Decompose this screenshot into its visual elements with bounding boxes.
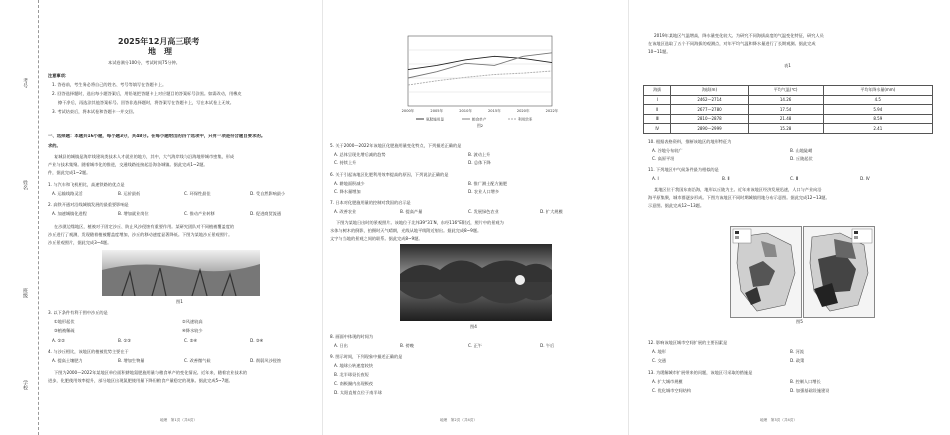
q4-option-b[interactable]: B. 增加生物量 (118, 358, 145, 363)
q9-stem: 9. 图示时间，下列现象中描述正确的是 (330, 354, 403, 359)
chart-x-tick-label: 2010年 (459, 109, 472, 113)
q8-option-d[interactable]: D. 午后 (540, 343, 555, 348)
data-table (643, 85, 933, 134)
chart-legend-label: 利用效率 (518, 117, 533, 122)
q11-option-a[interactable]: A. Ⅰ (652, 176, 659, 181)
table-cell: 2890—2999 (671, 124, 748, 134)
q9-option-a[interactable]: A. 地球公转速度较快 (334, 363, 373, 368)
q13-option-a[interactable]: A. 扩大城市规模 (652, 379, 683, 384)
figure1-caption: 图1 (176, 299, 183, 304)
q6-option-b[interactable]: B. 推广测土配方施肥 (468, 181, 508, 186)
sidebar-label-banji: 班级 (22, 288, 28, 298)
exam-meta: 本试卷满分100分，考试时间75分钟。 (108, 60, 180, 65)
q1-stem: 1. 与汽车和飞机相比，高速铁路的优点是 (48, 182, 125, 187)
q10-option-d[interactable]: D. 丘陵起伏 (790, 156, 813, 161)
q4-option-a[interactable]: A. 提高土壤肥力 (52, 358, 83, 363)
table-cell: 8.59 (823, 114, 932, 124)
q4-option-d[interactable]: D. 削弱风沙侵蚀 (250, 358, 282, 363)
table-cell: 2810—2878 (671, 114, 748, 124)
q5-option-d[interactable]: D. 总体下降 (468, 160, 491, 165)
q6-stem: 6. 关于引起该地区化肥利用效率提高的原因，下列说法正确的是 (330, 172, 449, 177)
q8-option-c[interactable]: C. 正午 (468, 343, 482, 348)
q1-option-b[interactable]: B. 运价最低 (118, 191, 141, 196)
q3-item-3: ③植被稀疏 (54, 328, 75, 333)
table-cell: 2.41 (823, 124, 932, 134)
table-header-cell: 平均年降水量(mm) (823, 86, 932, 96)
q10-option-a[interactable]: A. 谷地分布较广 (652, 148, 683, 153)
notes-item-2b: 擦干净后，再选涂其他答案标号。回答非选择题时，将答案写在答题卡上，写在本试卷上无效。 (58, 100, 234, 105)
table-header-cell: 平均气温(℃) (748, 86, 823, 96)
exam-subject: 地 理 (148, 47, 172, 56)
chart-x-tick-label: 2022年 (545, 109, 559, 113)
exam-title: 2025年12月高三联考 (118, 37, 200, 46)
intro2-line3: 沙丘景观照片，据此完成3~4题。 (48, 240, 112, 245)
q8-option-b[interactable]: B. 傍晚 (400, 343, 414, 348)
figure1-photo (102, 250, 260, 296)
q9-option-b[interactable]: B. 北半球昼长夜短 (334, 372, 369, 377)
chart-plot-frame (408, 36, 552, 106)
table-cell: 5.94 (823, 105, 932, 115)
table-cell: 15.28 (748, 124, 823, 134)
q5-stem: 5. 关于2000—2022年该地区化肥施用量变化特点，下列描述正确的是 (330, 143, 462, 148)
q13-option-b[interactable]: B. 控制人口增长 (790, 379, 821, 384)
intro3-line2: 进步，化肥使用效率提升，部分地区出现氮肥使用量下降但粮食产量稳定的现象。据此完成5~7题。 (48, 378, 233, 383)
q11-option-b[interactable]: B. Ⅱ (722, 176, 730, 181)
q7-option-d[interactable]: D. 扩大规模 (540, 209, 563, 214)
figure4-illustration (400, 244, 552, 321)
q3-option-b[interactable]: B. ①③ (118, 338, 132, 343)
q3-item-2: ②风速较高 (182, 319, 203, 324)
table-cell: 14.26 (748, 95, 823, 105)
q6-option-a[interactable]: A. 耕地面积减少 (334, 181, 365, 186)
map-left-illustration (731, 227, 801, 317)
table-cell: Ⅱ (644, 105, 671, 115)
sidebar-label-xuexiao: 学校 (22, 380, 28, 390)
chart-series-line (408, 53, 552, 78)
table-caption: 表1 (784, 63, 791, 68)
chart-x-tick-label: 2020年 (516, 109, 530, 113)
q3-option-c[interactable]: C. ②④ (184, 338, 198, 343)
q8-option-a[interactable]: A. 日出 (334, 343, 348, 348)
q5-option-c[interactable]: C. 持续上升 (334, 160, 357, 165)
q2-stem: 2. 高铁开通对沿线城镇发展的最重要影响是 (48, 202, 129, 207)
chart-legend-label: 氮肥施用量 (426, 117, 444, 122)
q3-stem: 3. 以下条件有利于图中沙丘的是 (48, 310, 108, 315)
chart-x-tick-label: 2000年 (401, 109, 415, 113)
q2-option-d[interactable]: D. 促进商贸流通 (250, 211, 282, 216)
intro1-line3: 件，据此完成1~2题。 (48, 170, 91, 175)
chart-legend-label: 粮食单产 (472, 117, 487, 122)
chart-series-line (408, 56, 552, 69)
sidebar-label-xingming: 姓名 (22, 180, 28, 190)
intro2-line2: 沙丘进行了观测，发现随着植被覆盖度增加，沙丘的移动速度显著降低。下图为某地沙丘景观照片。 (48, 232, 233, 237)
column-divider-2 (628, 0, 629, 435)
q10-option-c[interactable]: C. 高原平坦 (652, 156, 675, 161)
notes-heading: 注意事项： (48, 73, 69, 78)
intro2-line1: 在沙漠边缘地区，植被对于固定沙丘、防止风沙侵蚀有重要作用。某研究团队对不同植被覆盖度的 (54, 224, 235, 229)
intro5-line3: 10~11题。 (648, 49, 671, 54)
q7-option-a[interactable]: A. 改善农业 (334, 209, 357, 214)
q3-item-1: ①地形起伏 (54, 319, 75, 324)
table-cell: 21.48 (748, 114, 823, 124)
column-divider-1 (322, 0, 323, 435)
table-header-cell: 海拔 (644, 86, 671, 96)
map-right-illustration (804, 227, 874, 317)
table-row (644, 95, 933, 105)
q2-option-b[interactable]: B. 增加就业岗位 (118, 211, 149, 216)
notes-item-2: 2. 回答选择题时，选出每小题答案后，用铅笔把答题卡上对应题目的答案标号涂黑。如需改动，用橡皮 (52, 91, 242, 96)
notes-item-1: 1. 答卷前，考生务必将自己的姓名、考号等填写在答题卡上。 (52, 82, 167, 87)
chart-x-tick-label: 2005年 (430, 109, 444, 113)
intro4-line3: 文字与当地的景观之间的联系。据此完成8~9题。 (330, 236, 423, 241)
footer-page-1: 地理 第1页（共4页） (160, 418, 197, 422)
table-cell: 2677—2780 (671, 105, 748, 115)
section1-heading-cont: 求的。 (48, 143, 61, 148)
table-cell: 2462—2714 (671, 95, 748, 105)
chart-x-tick-label: 2015年 (488, 109, 501, 113)
q10-option-b[interactable]: B. 山地陡峭 (790, 148, 813, 153)
q4-option-c[interactable]: C. 改善微气候 (184, 358, 211, 363)
q9-option-c[interactable]: C. 南极圈内出现极夜 (334, 381, 374, 386)
q4-stem: 4. 与沙丘相比，该地区的植被优势主要在于 (48, 349, 129, 354)
intro5-line2: 在该地区选取了五个不同海拔的观测点，对年平均气温和降水量进行了长期观测。据此完成 (648, 41, 816, 46)
intro5-line1: 2019年某地区气温增高，降水量变化较大。为研究不同海拔高度的气温变化特征，研究人员 (654, 33, 824, 38)
q1-option-a[interactable]: A. 运输线路灵活 (52, 191, 83, 196)
q8-stem: 8. 画面中体现的时间为 (330, 334, 374, 339)
intro6-line2: 海平原集聚，城市群逐步形成。下图为该地区不同时期城镇用地分布示意图。据此完成12~13题。 (648, 195, 830, 200)
q12-option-b[interactable]: B. 河流 (790, 349, 804, 354)
q6-option-c[interactable]: C. 降水量增加 (334, 189, 361, 194)
q11-stem: 11. 下列地区中气候条件最为相似的是 (648, 167, 719, 172)
q5-option-a[interactable]: A. 总体呈现先增后减的趋势 (334, 152, 386, 157)
q12-option-c[interactable]: C. 交通 (652, 358, 666, 363)
table-row (644, 124, 933, 134)
intro1-line2: 产业与技术集聚。随着城市化的推进，交通线路连接起沿海各城镇。据此完成1~2题。 (48, 162, 208, 167)
figure4-photo (400, 244, 552, 321)
q2-option-c[interactable]: C. 推动产业转移 (184, 211, 215, 216)
q1-option-c[interactable]: C. 环保性最佳 (184, 191, 211, 196)
q9-option-d[interactable]: D. 太阳直射点位于南半球 (334, 390, 382, 395)
q3-option-d[interactable]: D. ③④ (250, 338, 264, 343)
q7-stem: 7. 日本对化肥施用量的控制对我国的启示是 (330, 200, 411, 205)
figure2-line-chart (394, 30, 559, 128)
q13-option-c[interactable]: C. 优化城市空间结构 (652, 388, 692, 393)
q13-stem: 13. 为缓解城市扩展带来的问题，该地区可采取的措施是 (648, 370, 753, 375)
q6-option-d[interactable]: D. 农业人口增多 (468, 189, 500, 194)
intro6-line1: 某地区位于我国东南沿海，地形以丘陵为主。近年来该地区经济发展迅速，人口与产业向沿 (654, 187, 822, 192)
q11-option-d[interactable]: D. Ⅳ (860, 176, 870, 181)
notes-item-3: 3. 考试结束后，将本试卷和答题卡一并交回。 (52, 109, 137, 114)
q7-option-b[interactable]: B. 提高产量 (400, 209, 423, 214)
q10-stem: 10. 根据表格资料，推断该地区的地形特征为 (648, 139, 732, 144)
q3-item-4: ④降水较少 (182, 328, 203, 333)
table-header-cell: 海拔(m) (671, 86, 748, 96)
footer-page-3: 地理 第3页（共4页） (760, 418, 797, 422)
table-cell: Ⅰ (644, 95, 671, 105)
table-row (644, 105, 933, 115)
q2-option-a[interactable]: A. 加速城镇化进程 (52, 211, 87, 216)
exam-sidebar (0, 0, 39, 435)
intro3-line1: 下图为2000—2022年某地区单位面积耕地氮肥施用量与粮食单产的变化情况。近年来，随着农业技术的 (54, 370, 248, 375)
intro4-line2: 水体与树木的倒影，拍摄时天气晴朗，光线从地平线附近射出。据此完成8~9题。 (330, 228, 482, 233)
section1-heading: 一、选择题：本题共16小题，每小题3分，共48分。在每小题给出的四个选项中，只有一项是符合题目要求的。 (48, 134, 266, 139)
q3-option-a[interactable]: A. ①② (52, 338, 65, 343)
map-right (803, 226, 875, 318)
figure5-caption: 图5 (796, 319, 803, 324)
intro4-line1: 下图为某地日出时的景观照片。该地位于北纬39°31′N，东经116°E附近，照片中的景观为 (336, 220, 504, 225)
sidebar-label-kaohao: 考号 (22, 78, 28, 88)
table-header-row (644, 86, 933, 96)
figure4-caption: 图4 (470, 324, 477, 329)
q7-option-c[interactable]: C. 发展绿色农业 (468, 209, 499, 214)
table-row (644, 114, 933, 124)
intro6-line3: 示意图。据此完成12~13题。 (648, 203, 705, 208)
table-cell: Ⅳ (644, 124, 671, 134)
q5-option-b[interactable]: B. 波动上升 (468, 152, 491, 157)
q1-option-d[interactable]: D. 受自然影响最小 (250, 191, 286, 196)
table-cell: 4.5 (823, 95, 932, 105)
footer-page-2: 地理 第2页（共4页） (440, 418, 477, 422)
figure1-illustration (102, 250, 260, 296)
table-cell: Ⅲ (644, 114, 671, 124)
table-cell: 17.54 (748, 105, 823, 115)
q13-option-d[interactable]: D. 加强基础设施建设 (790, 388, 830, 393)
map-left (730, 226, 802, 318)
q12-option-a[interactable]: A. 地形 (652, 349, 666, 354)
q12-option-d[interactable]: D. 政策 (790, 358, 805, 363)
intro1-line1: 复城县的城镇是海岸线建筑类技术人才就业的地方，其中，大气海岸线与沿海地带城市密集，形成 (54, 154, 235, 159)
q11-option-c[interactable]: C. Ⅲ (790, 176, 799, 181)
figure2-caption: 图2 (476, 123, 484, 128)
q12-stem: 12. 影响该地区城市空间扩展的主要因素是 (648, 340, 728, 345)
